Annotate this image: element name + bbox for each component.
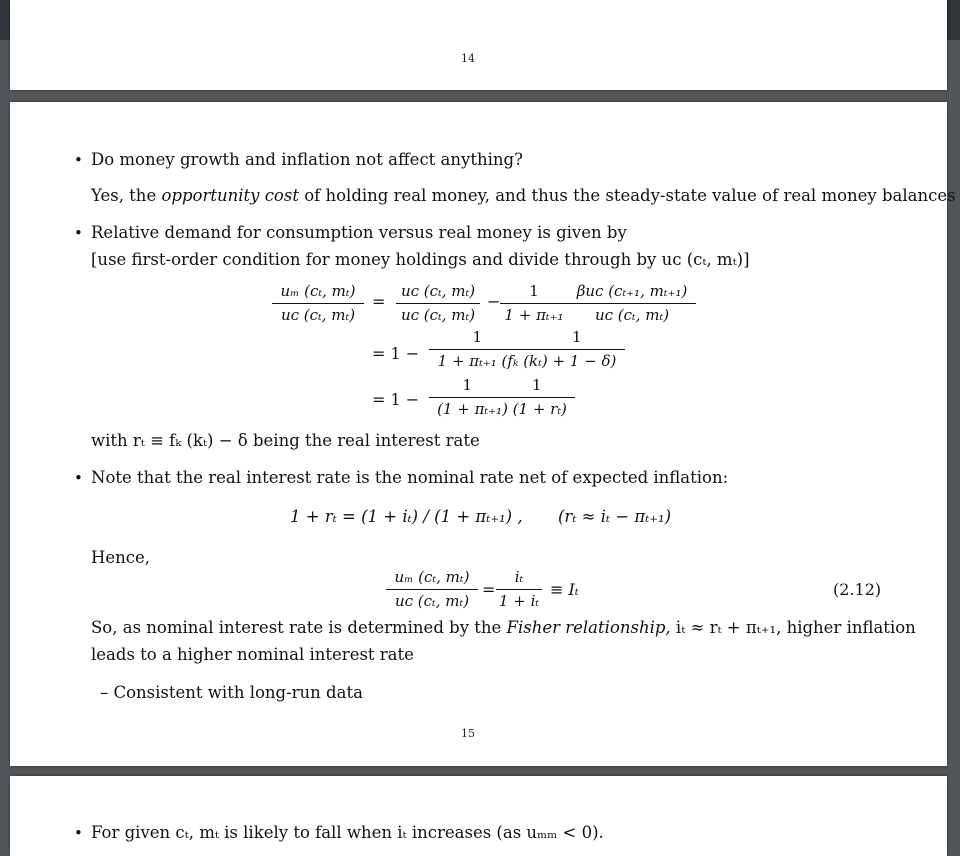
real-rate-definition: with rₜ ≡ fₖ (kₜ) − δ being the real interest rate bbox=[91, 431, 480, 450]
eq1-minus: − bbox=[487, 292, 501, 311]
bullet-real-rate: Note that the real interest rate is the nominal rate net of expected inflation: bbox=[91, 468, 729, 487]
eq4-rhs: iₜ 1 + iₜ bbox=[496, 568, 542, 611]
bullet-marker: • bbox=[74, 151, 83, 169]
bullet-given-c: For given cₜ, mₜ is likely to fall when iₜ increases (as uₘₘ < 0). bbox=[91, 823, 604, 842]
answer-paragraph: Yes, the opportunity cost of holding real money, and thus the steady-state value of real money balances bbox=[91, 186, 956, 205]
fisher-approximation: (rₜ ≈ iₜ − πₜ₊₁) bbox=[558, 507, 672, 526]
page-number: 14 bbox=[461, 52, 475, 65]
page-number: 15 bbox=[461, 727, 475, 740]
fisher-equation: 1 + rₜ = (1 + iₜ) / (1 + πₜ₊₁) , bbox=[290, 507, 523, 526]
bracket-note: [use first-order condition for money holdings and divide through by uᴄ (cₜ, mₜ)] bbox=[91, 250, 750, 269]
bullet-question: Do money growth and inflation not affect anything? bbox=[91, 150, 523, 169]
bullet-marker: • bbox=[74, 469, 83, 487]
eq3-lead: = 1 − bbox=[372, 390, 420, 409]
page-16 bbox=[10, 776, 947, 856]
eq2-lead: = 1 − bbox=[372, 344, 420, 363]
fisher-paragraph-line2: leads to a higher nominal interest rate bbox=[91, 645, 414, 664]
eq1-term2: 1 1 + πₜ₊₁ bbox=[500, 282, 568, 325]
fisher-paragraph: So, as nominal interest rate is determined by the Fisher relationship, iₜ ≈ rₜ + πₜ₊₁, higher inflation bbox=[91, 618, 916, 637]
eq4-tail: ≡ Iₜ bbox=[550, 580, 579, 599]
eq1-term1: uᴄ (cₜ, mₜ) uᴄ (cₜ, mₜ) bbox=[396, 282, 480, 325]
eq1-lhs: uₘ (cₜ, mₜ) uᴄ (cₜ, mₜ) bbox=[272, 282, 364, 325]
eq1-equals: = bbox=[372, 292, 386, 311]
eq4-equals: = bbox=[482, 580, 496, 599]
bullet-relative-demand: Relative demand for consumption versus real money is given by bbox=[91, 223, 627, 242]
eq2-fraction: 1 1 1 + πₜ₊₁ (fₖ (kₜ) + 1 − δ) bbox=[429, 328, 625, 371]
eq1-term3: βuᴄ (cₜ₊₁, mₜ₊₁) uᴄ (cₜ, mₜ) bbox=[568, 282, 696, 325]
eq3-fraction: 1 1 (1 + πₜ₊₁) (1 + rₜ) bbox=[429, 376, 575, 419]
eq4-lhs: uₘ (cₜ, mₜ) uᴄ (cₜ, mₜ) bbox=[386, 568, 478, 611]
page-14 bbox=[10, 0, 947, 90]
bullet-marker: • bbox=[74, 224, 83, 242]
hence-label: Hence, bbox=[91, 548, 151, 567]
bullet-marker: • bbox=[74, 824, 83, 842]
sub-bullet-longrun: – Consistent with long-run data bbox=[100, 683, 363, 702]
equation-number: (2.12) bbox=[833, 580, 882, 599]
page-15 bbox=[10, 102, 956, 766]
